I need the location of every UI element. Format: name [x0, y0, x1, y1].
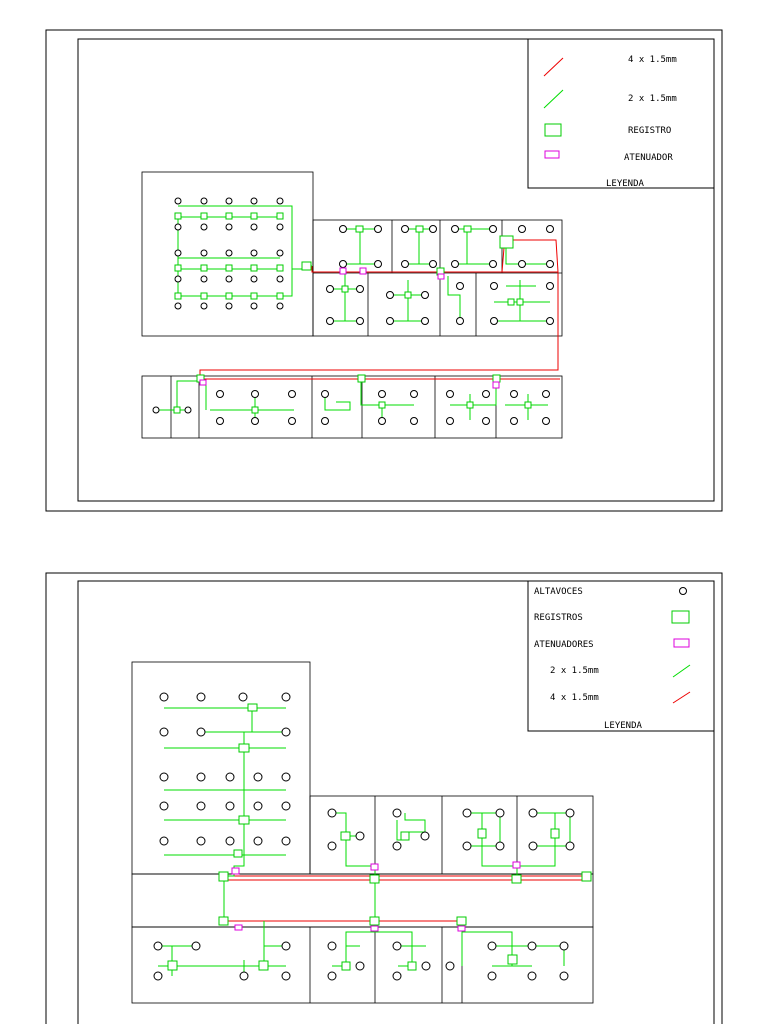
red-cable-icon — [673, 692, 690, 703]
sheet-2 — [46, 573, 722, 1024]
sheet-2-red-cables — [224, 876, 588, 921]
sheet-1-outer-border — [46, 30, 722, 511]
legend-red-cable-label: 4 x 1.5mm — [550, 693, 599, 703]
sheet-1-registros — [174, 213, 531, 413]
sheet-2-speakers — [154, 693, 574, 980]
sheet-2-inner-border — [78, 581, 714, 1024]
sheet-2-outer-border — [46, 573, 722, 1024]
atenuador-icon — [674, 639, 689, 647]
sheet-1-green-cables — [158, 206, 550, 420]
corridor — [132, 874, 593, 927]
legend-green-cable-label: 2 x 1.5mm — [550, 666, 599, 676]
legend-atenuador-label: ATENUADOR — [624, 153, 673, 163]
sheet-1-speakers — [153, 198, 554, 425]
legend-title: LEYENDA — [604, 721, 642, 731]
sheet-1 — [46, 30, 722, 511]
legend-red-cable-label: 4 x 1.5mm — [628, 55, 677, 65]
green-cable-icon — [673, 665, 690, 677]
speaker-icon — [680, 588, 687, 595]
sheet-1-inner-border — [78, 39, 714, 501]
legend-registro-label: REGISTRO — [628, 126, 672, 136]
sheet-1-legend — [528, 39, 714, 189]
legend-altavoces-label: ALTAVOCES — [534, 587, 583, 597]
green-cable-icon — [544, 90, 563, 108]
legend-green-cable-label: 2 x 1.5mm — [628, 94, 677, 104]
legend-title: LEYENDA — [606, 179, 644, 189]
legend-atenuadores-label: ATENUADORES — [534, 640, 594, 650]
red-cable-icon — [544, 58, 563, 76]
registro-icon — [545, 124, 561, 136]
legend-registros-label: REGISTROS — [534, 613, 583, 623]
legend-box — [528, 581, 714, 731]
sheet-2-green-cables — [158, 708, 570, 976]
sheet-2-legend — [528, 581, 714, 731]
atenuador-icon — [545, 151, 559, 158]
registro-icon — [672, 611, 689, 623]
legend-box — [528, 39, 714, 188]
